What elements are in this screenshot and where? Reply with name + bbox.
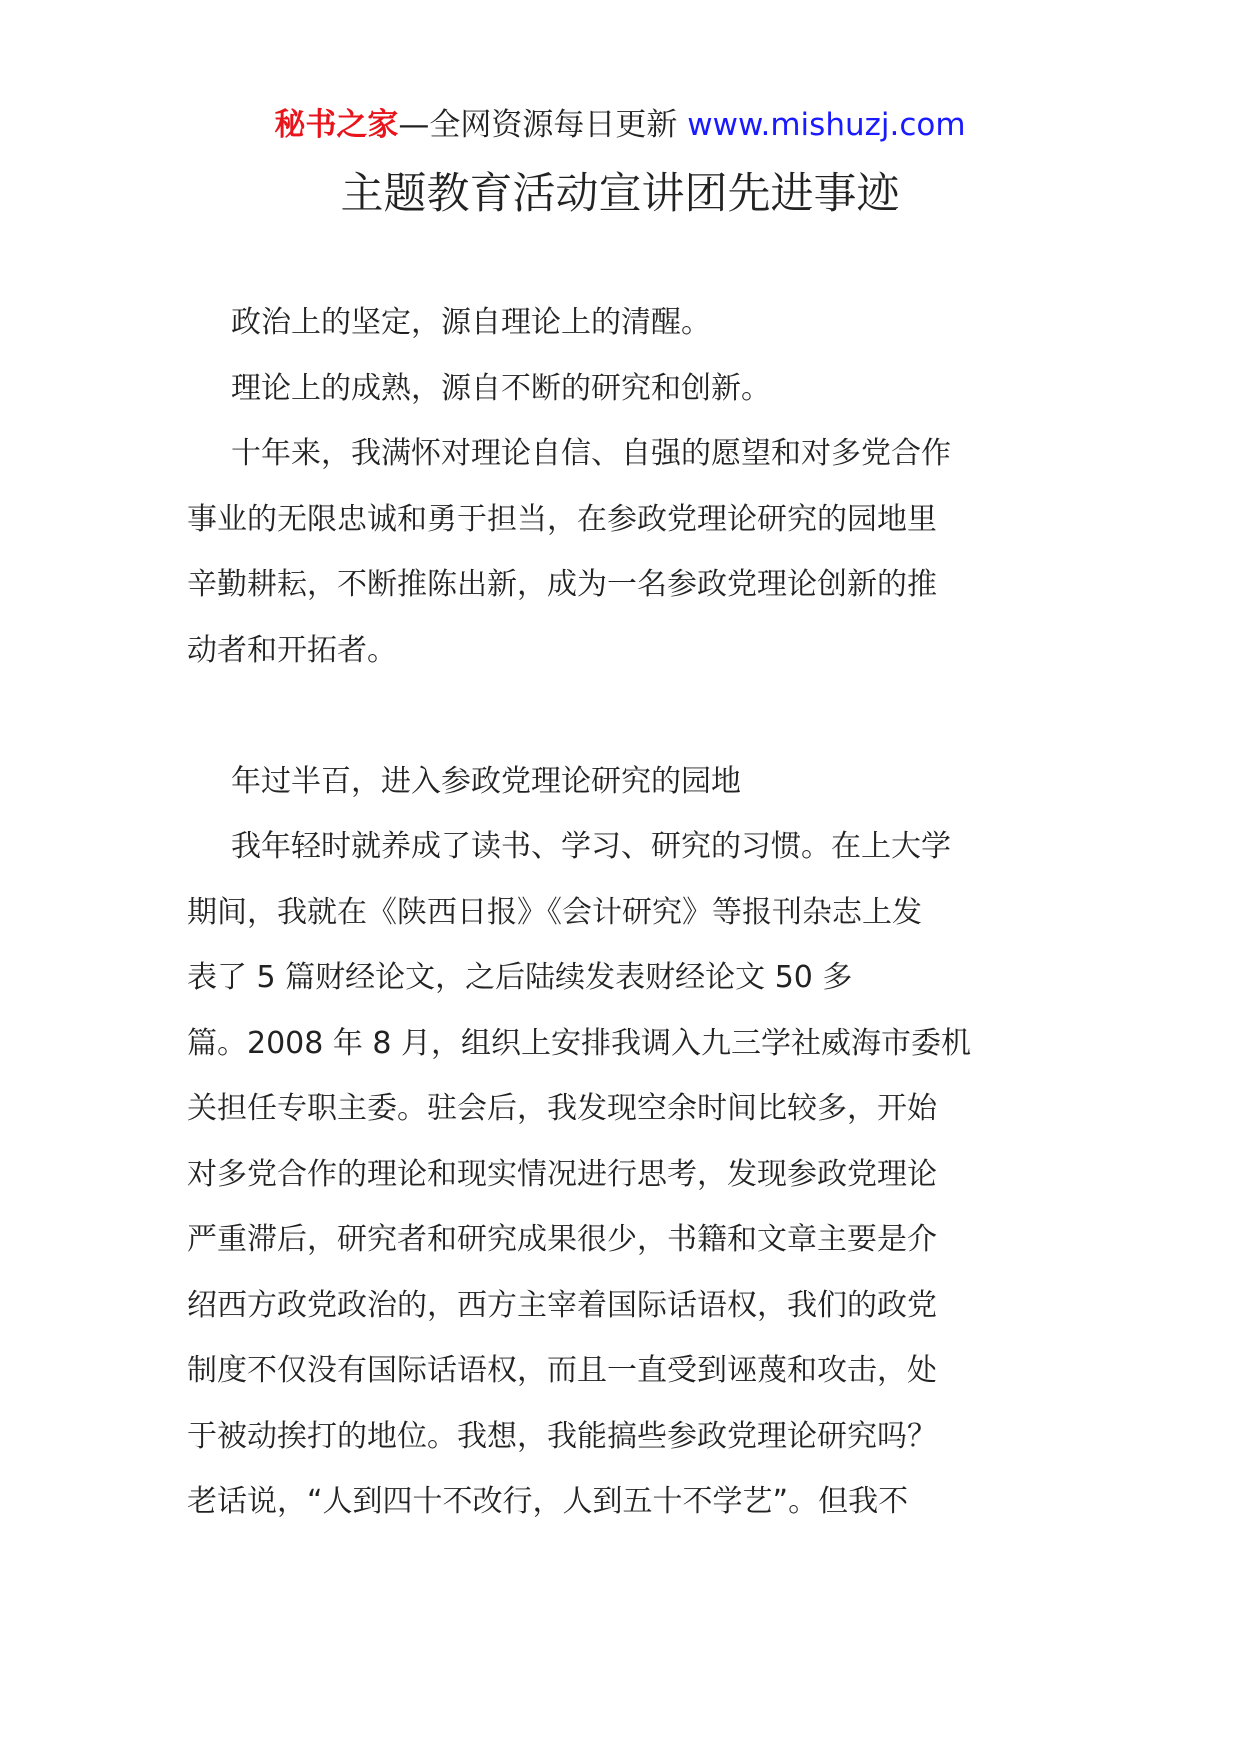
paragraph-line: 篇。2008 年 8 月，组织上安排我调入九三学社威海市委机 bbox=[187, 1025, 972, 1061]
site-url-link[interactable]: www.mishuzj.com bbox=[687, 107, 966, 143]
paragraph-line: 动者和开拓者。 bbox=[187, 632, 397, 668]
paragraph-line: 政治上的坚定，源自理论上的清醒。 bbox=[231, 305, 711, 340]
document-title: 主题教育活动宣讲团先进事迹 bbox=[340, 169, 900, 219]
paragraph-line: 理论上的成熟，源自不断的研究和创新。 bbox=[231, 370, 771, 406]
section-heading: 年过半百，进入参政党理论研究的园地 bbox=[231, 763, 741, 799]
document-body bbox=[187, 290, 1047, 1535]
paragraph-line: 我年轻时就养成了读书、学习、研究的习惯。在上大学 bbox=[231, 829, 951, 864]
paragraph-line: 辛勤耕耘，不断推陈出新，成为一名参政党理论创新的推 bbox=[187, 567, 937, 602]
paragraph-line: 制度不仅没有国际话语权，而且一直受到诬蔑和攻击，处 bbox=[187, 1353, 937, 1388]
paragraph-line: 期间，我就在《陕西日报》《会计研究》等报刊杂志上发 bbox=[187, 894, 922, 930]
site-header bbox=[0, 100, 1240, 150]
paragraph-line: 严重滞后，研究者和研究成果很少，书籍和文章主要是介 bbox=[187, 1222, 937, 1257]
paragraph-line: 老话说，“人到四十不改行，人到五十不学艺”。但我不 bbox=[187, 1484, 909, 1519]
paragraph-gap bbox=[187, 683, 1047, 749]
paragraph-line: 于被动挨打的地位。我想，我能搞些参政党理论研究吗？ bbox=[187, 1418, 937, 1454]
paragraph-line: 对多党合作的理论和现实情况进行思考，发现参政党理论 bbox=[187, 1156, 937, 1192]
paragraph-line: 十年来，我满怀对理论自信、自强的愿望和对多党合作 bbox=[231, 436, 951, 471]
paragraph-line: 事业的无限忠诚和勇于担当，在参政党理论研究的园地里 bbox=[187, 501, 937, 537]
paragraph-line: 绍西方政党政治的，西方主宰着国际话语权，我们的政党 bbox=[187, 1287, 937, 1323]
header-tagline: —全网资源每日更新 bbox=[398, 107, 688, 143]
brand-name: 秘书之家 bbox=[274, 107, 399, 143]
paragraph-line: 表了 5 篇财经论文，之后陆续发表财经论文 50 多 bbox=[187, 960, 853, 995]
paragraph-line: 关担任专职主委。驻会后，我发现空余时间比较多，开始 bbox=[187, 1091, 937, 1126]
